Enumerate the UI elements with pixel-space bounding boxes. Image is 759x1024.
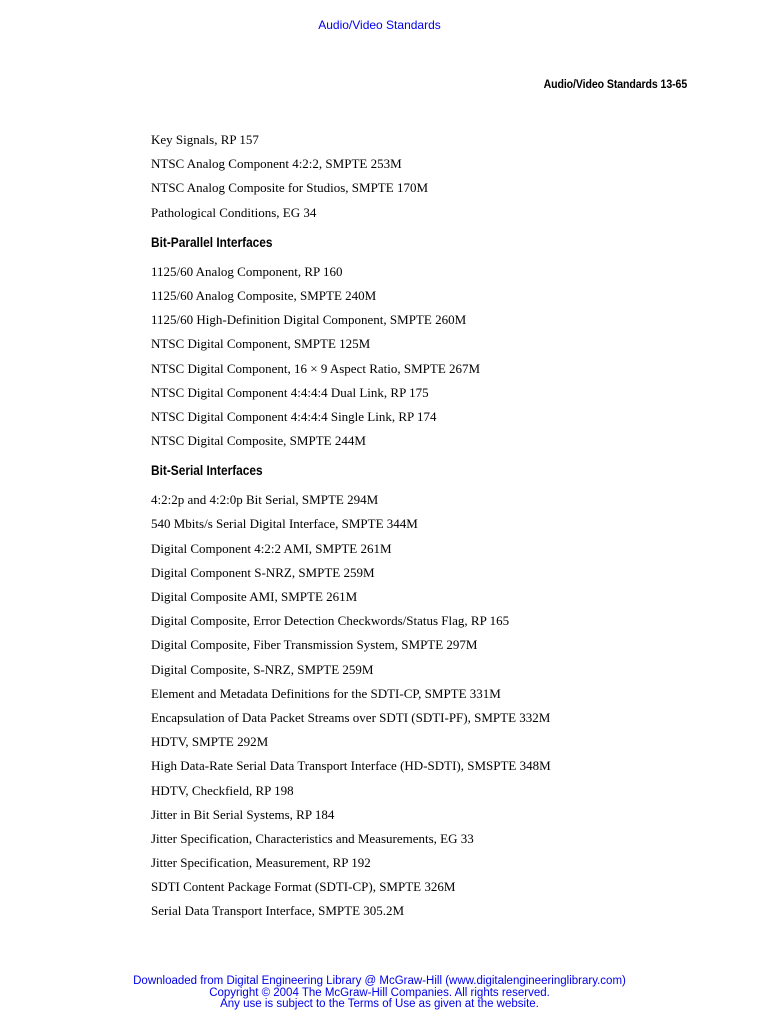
running-head: Audio/Video Standards 13-65 [543, 77, 687, 91]
list-item: 1125/60 Analog Component, RP 160 [151, 263, 343, 279]
list-item: HDTV, SMPTE 292M [151, 734, 269, 750]
list-item: Jitter Specification, Measurement, RP 192 [151, 855, 371, 871]
footer-copyright-link[interactable]: Copyright © 2004 The McGraw-Hill Companies. All rights reserved. [209, 986, 550, 999]
list-item: Digital Composite, Fiber Transmission System, SMPTE 297M [151, 637, 478, 653]
section-heading-bit-serial: Bit-Serial Interfaces [151, 463, 263, 479]
list-item: SDTI Content Package Format (SDTI-CP), SMPTE 326M [151, 879, 456, 895]
list-item: Digital Component S-NRZ, SMPTE 259M [151, 564, 375, 580]
list-item: Digital Composite, S-NRZ, SMPTE 259M [151, 661, 374, 677]
list-item: HDTV, Checkfield, RP 198 [151, 782, 294, 798]
list-item: Encapsulation of Data Packet Streams over SDTI (SDTI-PF), SMPTE 332M [151, 709, 551, 725]
list-item: Digital Composite AMI, SMPTE 261M [151, 589, 358, 604]
list-item: Key Signals, RP 157 [151, 132, 259, 147]
top-header-link[interactable]: Audio/Video Standards [318, 18, 441, 32]
footer-terms-link[interactable]: Any use is subject to the Terms of Use as given at the website. [220, 998, 539, 1010]
list-item: NTSC Digital Composite, SMPTE 244M [151, 433, 366, 449]
list-item: NTSC Digital Component, SMPTE 125M [151, 336, 371, 352]
footer [0, 976, 759, 1011]
list-item: 4:2:2p and 4:2:0p Bit Serial, SMPTE 294M [151, 492, 379, 508]
list-item: 1125/60 Analog Composite, SMPTE 240M [151, 287, 377, 303]
list-item: Jitter Specification, Characteristics and Measurements, EG 33 [151, 830, 474, 846]
list-item: Digital Component 4:2:2 AMI, SMPTE 261M [151, 540, 392, 556]
list-item: NTSC Digital Component 4:4:4:4 Dual Link, RP 175 [151, 384, 429, 400]
list-item: 540 Mbits/s Serial Digital Interface, SMPTE 344M [151, 516, 418, 532]
list-item: NTSC Analog Component 4:2:2, SMPTE 253M [151, 156, 402, 172]
list-item: High Data-Rate Serial Data Transport Interface (HD-SDTI), SMSPTE 348M [151, 758, 551, 774]
list-item: Element and Metadata Definitions for the SDTI-CP, SMPTE 331M [151, 685, 501, 701]
list-item: Digital Composite, Error Detection Checkwords/Status Flag, RP 165 [151, 613, 510, 629]
list-item: Serial Data Transport Interface, SMPTE 305.2M [151, 903, 405, 919]
footer-download-link[interactable]: Downloaded from Digital Engineering Library @ McGraw-Hill (www.digitalengineeringlibrary.com) [133, 975, 626, 987]
section-heading-bit-parallel: Bit-Parallel Interfaces [151, 234, 273, 250]
page-content [151, 128, 711, 924]
list-item: NTSC Digital Component, 16 × 9 Aspect Ratio, SMPTE 267M [151, 360, 481, 376]
list-item: NTSC Analog Composite for Studios, SMPTE 170M [151, 180, 428, 196]
list-item: 1125/60 High-Definition Digital Component, SMPTE 260M [151, 312, 467, 328]
list-item: Jitter in Bit Serial Systems, RP 184 [151, 806, 335, 822]
list-item: NTSC Digital Component 4:4:4:4 Single Link, RP 174 [151, 408, 437, 424]
list-item: Pathological Conditions, EG 34 [151, 204, 317, 220]
